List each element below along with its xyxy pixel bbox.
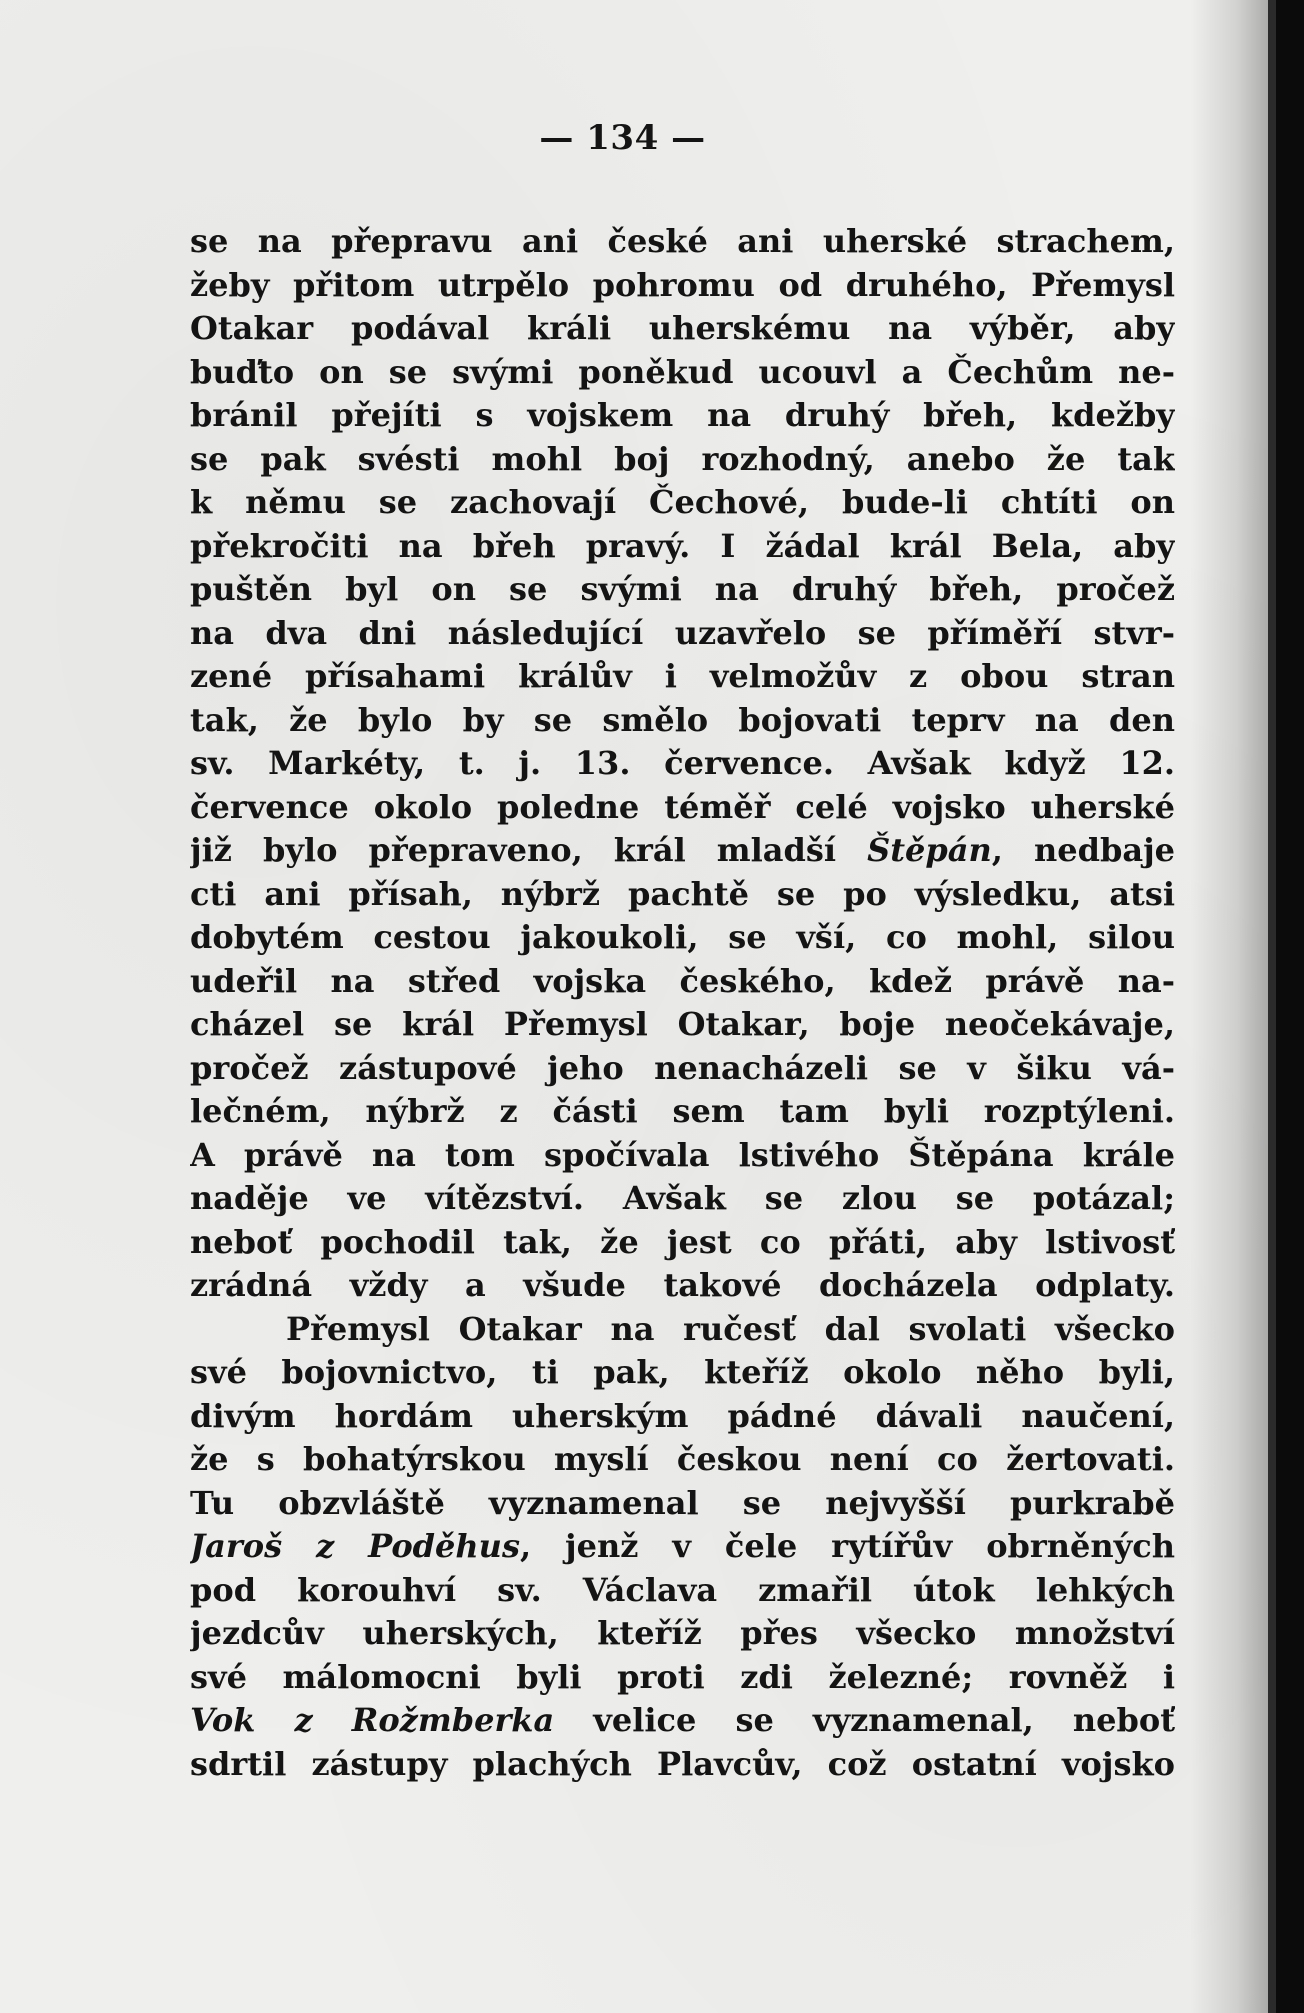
- gutter-shadow: [1190, 0, 1268, 2013]
- text-line: zené přísahami králův i velmožův z obou stran: [190, 657, 1175, 695]
- text-line: překročiti na břeh pravý. I žádal král Bela, aby: [190, 526, 1175, 565]
- text-line: A právě na tom spočívala lstivého Štěpána krále: [190, 1135, 1175, 1174]
- text-line: buďto on se svými poněkud ucouvl a Čechům ne-: [190, 352, 1175, 391]
- text-line: puštěn byl on se svými na druhý břeh, pročež: [190, 570, 1175, 608]
- person-name: Vok z Rožmberka: [190, 1701, 555, 1739]
- text-line: pročež zástupové jeho nenacházeli se v šiku vá-: [190, 1048, 1175, 1087]
- text-line-paragraph-start: Přemysl Otakar na ručesť dal svolati všecko: [286, 1309, 1175, 1348]
- text-line: jezdcův uherských, kteříž přes všecko množství: [190, 1614, 1175, 1652]
- text-segment: , jenž v čele rytířův obrněných: [519, 1527, 1175, 1565]
- text-line: sdrtil zástupy plachých Plavcův, což ostatní vojsko: [190, 1744, 1175, 1783]
- text-line: cti ani přísah, nýbrž pachtě se po výsledku, atsi: [190, 874, 1175, 913]
- text-line: neboť pochodil tak, že jest co přáti, aby lstivosť: [190, 1222, 1175, 1261]
- text-segment: , nedbaje: [991, 831, 1175, 869]
- text-line: k němu se zachovají Čechové, bude-li chtíti on: [190, 483, 1175, 521]
- scan-border: [1276, 0, 1304, 2013]
- text-line-italic-name: [190, 1699, 1175, 1743]
- text-line: své málomocni byli proti zdi železné; rovněž i: [190, 1657, 1175, 1696]
- text-line: se na přepravu ani české ani uherské strachem,: [190, 222, 1175, 260]
- text-line: na dva dni následující uzavřelo se příměří stvr-: [190, 613, 1175, 652]
- text-line: se pak svésti mohl boj rozhodný, anebo že tak: [190, 439, 1175, 478]
- text-line: Otakar podával králi uherskému na výběr, aby: [190, 309, 1175, 347]
- text-line-italic-name: [190, 829, 1175, 873]
- text-line: cházel se král Přemysl Otakar, boje neočekávaje,: [190, 1005, 1175, 1043]
- text-line: naděje ve vítězství. Avšak se zlou se potázal;: [190, 1179, 1175, 1217]
- person-name: Jaroš z Poděhus: [190, 1527, 520, 1565]
- text-line: sv. Markéty, t. j. 13. července. Avšak když 12.: [190, 744, 1175, 782]
- body-text: [190, 220, 1175, 1786]
- text-line: divým hordám uherským pádné dávali naučení,: [190, 1396, 1175, 1435]
- person-name: Štěpán: [867, 831, 992, 869]
- text-line: zrádná vždy a všude takové docházela odplaty.: [190, 1266, 1175, 1304]
- text-line: bránil přejíti s vojskem na druhý břeh, kdežby: [190, 396, 1175, 434]
- text-line: Tu obzvláště vyznamenal se nejvyšší purkrabě: [190, 1483, 1175, 1522]
- text-line: žeby přitom utrpělo pohromu od druhého, Přemysl: [190, 265, 1175, 304]
- text-line: dobytém cestou jakoukoli, se vší, co mohl, silou: [190, 918, 1175, 956]
- text-segment: velice se vyznamenal, neboť: [554, 1701, 1175, 1739]
- text-line-italic-name: [190, 1525, 1175, 1569]
- page-edge: [1268, 0, 1276, 2013]
- text-line: července okolo poledne téměř celé vojsko uherské: [190, 787, 1175, 826]
- text-line: lečném, nýbrž z části sem tam byli rozptýleni.: [190, 1092, 1175, 1130]
- text-line: udeřil na střed vojska českého, kdež právě na-: [190, 961, 1175, 1000]
- text-line: že s bohatýrskou myslí českou není co žertovati.: [190, 1440, 1175, 1478]
- page-number: — 134 —: [539, 118, 706, 158]
- text-line: své bojovnictvo, ti pak, kteříž okolo něho byli,: [190, 1353, 1175, 1391]
- text-line: tak, že bylo by se smělo bojovati teprv na den: [190, 700, 1175, 739]
- text-segment: již bylo přepraveno, král mladší: [190, 831, 868, 869]
- text-line: pod korouhví sv. Václava zmařil útok lehkých: [190, 1570, 1175, 1609]
